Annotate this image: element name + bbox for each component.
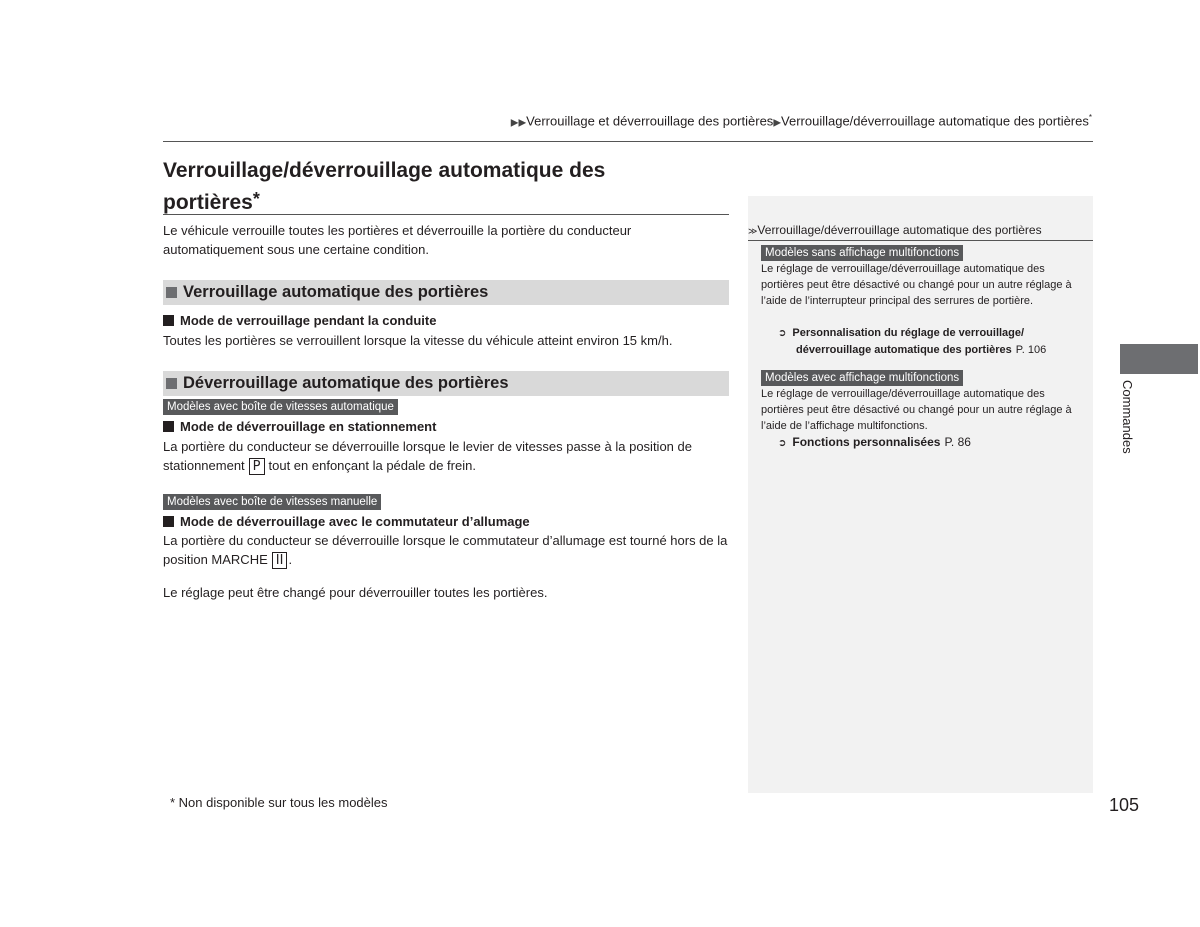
chapter-tab[interactable] — [1120, 344, 1198, 374]
square-bullet-icon — [163, 421, 174, 432]
section-heading-lock — [163, 280, 729, 305]
lock-paragraph: Toutes les portières se verrouillent lorsque la vitesse du véhicule atteint environ 15 km/h. — [163, 333, 673, 348]
reference-arrow-icon: ➲ — [778, 328, 787, 339]
page-reference[interactable]: P. 86 — [944, 435, 971, 449]
breadcrumb-item[interactable]: Verrouillage et déverrouillage des portières — [526, 113, 774, 129]
model-tag-automatic: Modèles avec boîte de vitesses automatique — [163, 399, 398, 415]
footnote: * Non disponible sur tous les modèles — [170, 795, 388, 810]
breadcrumb — [511, 113, 1092, 128]
asterisk: * — [1088, 113, 1092, 122]
unlock-note-paragraph: Le réglage peut être changé pour déverrouiller toutes les portières. — [163, 585, 548, 600]
sidebar-title-text: Verrouillage/déverrouillage automatique des portières — [757, 223, 1042, 237]
cross-reference-link[interactable]: ➲ Fonctions personnalisées P. 86 — [778, 434, 971, 452]
unlock-auto-paragraph: La portière du conducteur se déverrouille lorsque le levier de vitesses passe à la position de stationnement P tout en enfonçant la pédale de frein. — [163, 439, 692, 474]
reference-arrow-icon: ➲ — [778, 438, 787, 449]
subheading-text: Mode de déverrouillage avec le commutateur d’allumage — [180, 514, 530, 529]
page-number: 105 — [1109, 795, 1140, 815]
asterisk: * — [252, 189, 260, 209]
subheading-lock-driving — [163, 313, 436, 328]
square-bullet-icon — [163, 516, 174, 527]
model-tag-no-multifunction: Modèles sans affichage multifonctions — [761, 245, 963, 261]
subheading-unlock-ignition — [163, 514, 530, 529]
sidebar-paragraph: Le réglage de verrouillage/déverrouillage automatique des portières peut être désactivé ou changé pour un autre réglage à l’aide de l’interrupteur principal des serrures de portière. — [761, 263, 1072, 307]
subheading-text: Mode de déverrouillage en stationnement — [180, 419, 437, 434]
on-position-key: II — [272, 552, 288, 569]
title-divider — [163, 214, 729, 215]
chapter-tab-label: Commandes — [1120, 380, 1135, 454]
square-bullet-icon — [166, 378, 177, 389]
header-divider — [163, 141, 1093, 142]
double-arrow-icon: ≫ — [748, 226, 758, 236]
section-heading-text: Verrouillage automatique des portières — [183, 283, 489, 301]
page-title — [163, 156, 703, 217]
cross-reference-link[interactable]: ➲ Personnalisation du réglage de verrouillage/ déverrouillage automatique des portières P. 106 — [778, 327, 1047, 356]
sidebar-paragraph: Le réglage de verrouillage/déverrouillage automatique des portières peut être désactivé ou changé pour un autre réglage à l’aide de l’affichage multifonctions. — [761, 388, 1072, 432]
unlock-manual-paragraph: La portière du conducteur se déverrouille lorsque le commutateur d’allumage est tourné hors de la position MARCHE II . — [163, 533, 728, 568]
page-title-text: Verrouillage/déverrouillage automatique des portières — [163, 159, 606, 214]
model-tag-manual: Modèles avec boîte de vitesses manuelle — [163, 494, 381, 510]
intro-paragraph: Le véhicule verrouille toutes les portières et déverrouille la portière du conducteur automatiquement sous une certaine condition. — [163, 223, 632, 257]
square-bullet-icon — [166, 287, 177, 298]
sidebar-title — [748, 223, 1042, 237]
triangle-arrow-icon: ▶▶ — [510, 117, 527, 129]
subheading-text: Mode de verrouillage pendant la conduite — [180, 313, 437, 328]
section-heading-unlock — [163, 371, 729, 396]
square-bullet-icon — [163, 315, 174, 326]
triangle-arrow-icon: ▶ — [773, 117, 782, 129]
park-position-key: P — [249, 458, 265, 475]
page-reference[interactable]: P. 106 — [1015, 344, 1047, 356]
subheading-unlock-parking — [163, 419, 436, 434]
model-tag-multifunction: Modèles avec affichage multifonctions — [761, 370, 963, 386]
section-heading-text: Déverrouillage automatique des portières — [183, 374, 509, 392]
breadcrumb-item[interactable]: Verrouillage/déverrouillage automatique des portières — [781, 113, 1089, 129]
sidebar-divider — [748, 240, 1093, 241]
